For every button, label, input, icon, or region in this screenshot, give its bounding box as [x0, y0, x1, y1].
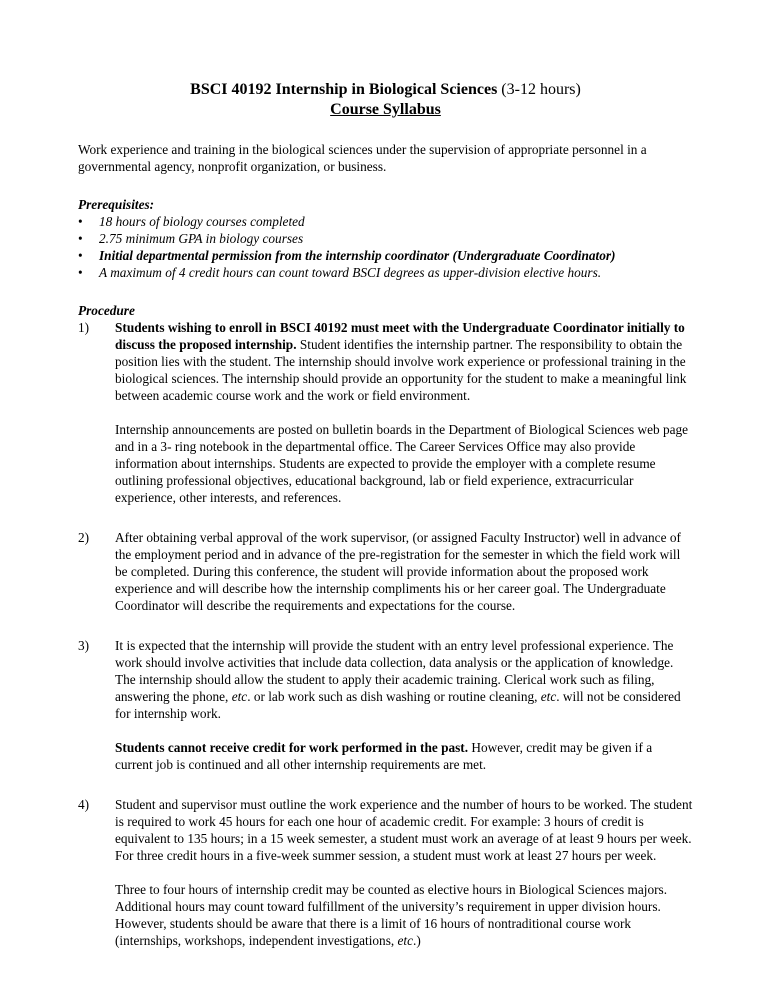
step-bold-text: Students cannot receive credit for work performed in the past.: [115, 740, 469, 755]
step-number: 2): [78, 530, 90, 545]
procedure-heading: Procedure: [78, 303, 135, 318]
step-number: 1): [78, 320, 90, 335]
syllabus-page: [78, 80, 693, 949]
page-title: [78, 80, 693, 100]
step-paragraph: [115, 637, 693, 722]
prerequisites-list: [78, 213, 693, 281]
etc-text: etc: [397, 933, 414, 948]
step-text: However, credit may be given if a current job is continued and all other internship requirements are met.: [115, 740, 653, 772]
step-number: 3): [78, 638, 90, 653]
etc-text: etc: [540, 689, 557, 704]
prerequisites-section: [78, 196, 693, 281]
course-description: Work experience and training in the biological sciences under the supervision of appropriate personnel in a governmental agency, nonprofit organization, or business.: [78, 142, 647, 174]
list-item-text: 2.75 minimum GPA in biology courses: [99, 231, 304, 246]
bullet-icon: •: [78, 265, 83, 280]
procedure-step-1: [78, 319, 693, 506]
step-text: Student identifies the internship partner. The responsibility to obtain the position lies with the student. The internship should involve work experience or professional training in the biological sciences. The internship should provide an opportunity for the student to make a meaningful link between academic course work and the work or field environment.: [115, 337, 687, 403]
step-text: . will not be considered for internship work.: [115, 689, 681, 721]
procedure-step-3: [78, 637, 693, 773]
course-title: BSCI 40192 Internship in Biological Sciences: [190, 81, 498, 98]
step-number: 4): [78, 797, 90, 812]
list-item: [78, 264, 693, 281]
title-block: [78, 80, 693, 120]
step-paragraph-2: [115, 881, 693, 949]
step-text: . or lab work such as dish washing or routine cleaning,: [247, 689, 541, 704]
etc-text: etc: [231, 689, 248, 704]
bullet-icon: •: [78, 231, 83, 246]
list-item: [78, 230, 693, 247]
step-paragraph-2: Internship announcements are posted on bulletin boards in the Department of Biological Sciences web page and in a 3- ring notebook in the departmental office. The Career Services Office may also provide information about internships. Students are expected to provide the employer with a complete resume outlining professional objectives, educational background, lab or field experience, extracurricular experience, other interests, and references.: [115, 422, 689, 505]
course-hours: (3-12 hours): [501, 81, 581, 98]
bullet-icon: •: [78, 248, 83, 263]
list-item: [78, 247, 693, 264]
list-item-text: Initial departmental permission from the internship coordinator (Undergraduate Coordinator): [99, 248, 616, 263]
step-paragraph: After obtaining verbal approval of the work supervisor, (or assigned Faculty Instructor) well in advance of the employment period and in advance of the pre-registration for the semester in which the field work will be completed. During this conference, the student will provide information about the proposed work experience and will describe how the internship compliments his or her career goal. The Undergraduate Coordinator will describe the requirements and expectations for the course.: [115, 530, 681, 613]
procedure-step-2: [78, 529, 693, 614]
page-subtitle: Course Syllabus: [330, 101, 441, 118]
procedure-step-4: [78, 796, 693, 949]
step-paragraph: [115, 319, 693, 404]
step-text: It is expected that the internship will provide the student with an entry level professional experience. The work should involve activities that include data collection, data analysis or the application of knowledge. The internship should allow the student to apply their academic training. Clerical work such as filing, answering the phone,: [115, 638, 674, 704]
bullet-icon: •: [78, 214, 83, 229]
list-item-text: A maximum of 4 credit hours can count toward BSCI degrees as upper-division elective hours.: [99, 265, 602, 280]
step-bold-text: Students wishing to enroll in BSCI 40192 must meet with the Undergraduate Coordinator initially to discuss the proposed internship.: [115, 320, 685, 352]
list-item-text: 18 hours of biology courses completed: [99, 214, 305, 229]
step-paragraph-2: [115, 739, 693, 773]
step-paragraph: Student and supervisor must outline the work experience and the number of hours to be worked. The student is required to work 45 hours for each one hour of academic credit. For example: 3 hours of credit is equivalent to 135 hours; in a 15 week semester, a student must work an average of at least 9 hours per week. For three credit hours in a five-week summer session, a student must work at least 27 hours per week.: [115, 797, 693, 863]
step-text: .): [413, 933, 421, 948]
procedure-section: [78, 302, 693, 949]
list-item: [78, 213, 693, 230]
step-text: Three to four hours of internship credit may be counted as elective hours in Biological Sciences majors. Additional hours may count toward fulfillment of the university’s requirement in upper division hours. However, students should be aware that there is a limit of 16 hours of nontraditional course work (internships, workshops, independent investigations,: [115, 882, 668, 948]
prerequisites-heading: Prerequisites:: [78, 197, 155, 212]
